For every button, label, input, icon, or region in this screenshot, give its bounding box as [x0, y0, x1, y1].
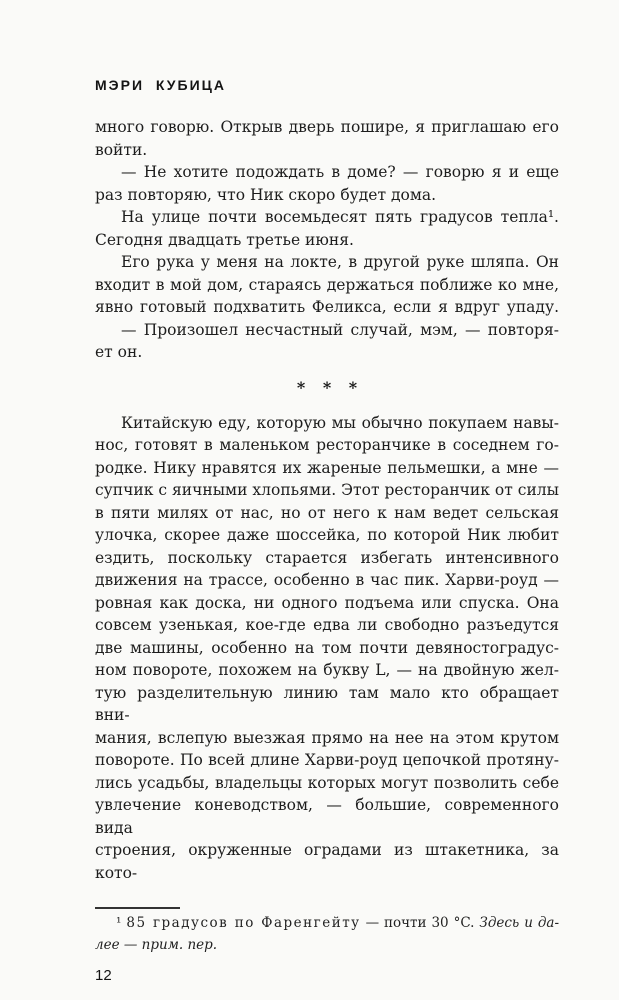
- page-number: 12: [95, 967, 112, 984]
- text-line: нос, готовят в маленьком ресторанчике в соседнем го-: [95, 436, 559, 454]
- text-line: ровная как доска, ни одного подъема или спуска. Она: [95, 593, 559, 612]
- footnote: [95, 912, 559, 956]
- text-line: родке. Нику нравятся их жареные пельмешки, а мне —: [95, 458, 559, 477]
- running-header: [95, 78, 559, 92]
- text-line: Сегодня двадцать третье июня.: [95, 230, 354, 249]
- text-line: лись усадьбы, владельцы которых могут позволить себе: [95, 773, 559, 792]
- text-line: — Произошел несчастный случай, мэм, — повторя-: [121, 320, 559, 339]
- text-line: мания, вслепую выезжая прямо на нее на этом крутом: [95, 728, 559, 747]
- text-line: увлечение коневодством, — большие, современного вида: [95, 796, 559, 837]
- footnote-italic-text: Здесь и да-: [479, 915, 560, 931]
- page-body: [95, 116, 559, 884]
- footnote-spaced-text: 85 градусов по Фаренгейту: [126, 915, 361, 931]
- text-line: в пяти милях от нас, но от него к нам ведет сельская: [95, 503, 559, 522]
- text-line: повороте. По всей длине Харви-роуд цепочкой протяну-: [95, 751, 559, 769]
- text-line: тую разделительную линию там мало кто обращает вни-: [95, 683, 559, 724]
- author-name: МЭРИ КУБИЦА: [95, 77, 226, 93]
- text-line: две машины, особенно на том почти девяностоградус-: [95, 638, 559, 657]
- text-line: улочка, скорее даже шоссейка, по которой Ник любит: [95, 526, 559, 544]
- text-line: строения, окруженные оградами из штакетника, за кото-: [95, 841, 559, 882]
- text-line: ет он.: [95, 343, 143, 361]
- text-line: ездить, поскольку старается избегать интенсивного: [95, 548, 559, 567]
- text-line: много говорю. Открыв дверь пошире, я приглашаю его: [95, 118, 559, 136]
- text-line: На улице почти восемьдесят пять градусов тепла¹.: [121, 208, 559, 226]
- text-line: совсем узенькая, кое-где едва ли свободно разъедутся: [95, 616, 559, 634]
- section-separator: * * *: [296, 377, 358, 397]
- text-line: входит в мой дом, стараясь держаться поближе ко мне,: [95, 275, 559, 294]
- text-line: — Не хотите подождать в доме? — говорю я и еще: [121, 163, 559, 181]
- footnote-line-1: [95, 912, 559, 934]
- text-line: движения на трассе, особенно в час пик. Харви-роуд —: [95, 571, 559, 589]
- text-line: супчик с яичными хлопьями. Этот ресторанчик от силы: [95, 481, 559, 499]
- text-line: Китайскую еду, которую мы обычно покупаем навы-: [121, 413, 559, 432]
- text-line: раз повторяю, что Ник скоро будет дома.: [95, 185, 437, 204]
- footnote-line-2: лее — прим. пер.: [95, 937, 218, 953]
- footnote-rule: [95, 907, 180, 909]
- text-line: явно готовый подхватить Феликса, если я вдруг упаду.: [95, 298, 559, 316]
- text-line: Его рука у меня на локте, в другой руке шляпа. Он: [121, 253, 559, 271]
- text-line: ном повороте, похожем на букву L, — на двойную жел-: [95, 661, 559, 679]
- text-line: войти.: [95, 140, 148, 159]
- footnote-normal-text: — почти 30 °C.: [365, 915, 475, 931]
- footnote-marker: ¹: [116, 915, 122, 931]
